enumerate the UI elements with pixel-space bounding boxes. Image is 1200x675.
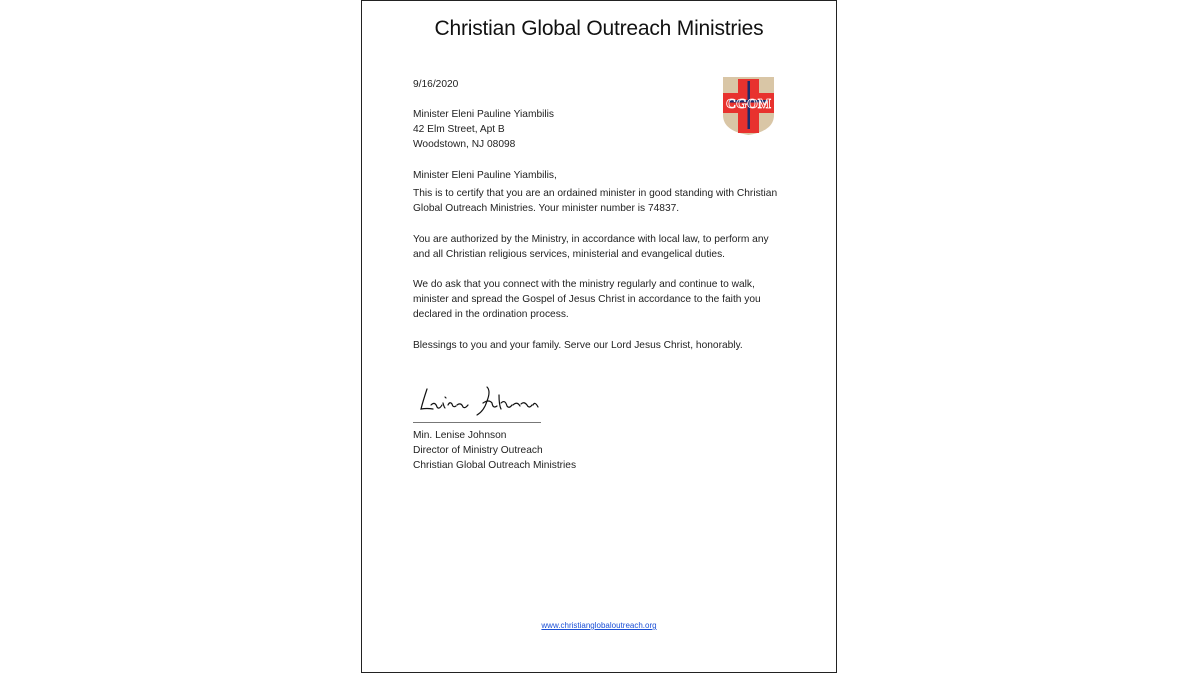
paragraph-certification xyxy=(413,186,808,216)
paragraph-line: Blessings to you and your family. Serve our Lord Jesus Christ, honorably. xyxy=(413,340,743,351)
handwritten-signature xyxy=(417,381,547,421)
recipient-city: Woodstown, NJ 08098 xyxy=(413,139,516,151)
letter-page xyxy=(361,0,837,673)
paragraph-request xyxy=(413,277,808,323)
recipient-address xyxy=(413,107,808,153)
signer-organization: Christian Global Outreach Ministries xyxy=(413,460,577,472)
paragraph-line: and all Christian religious services, ministerial and evangelical duties. xyxy=(413,249,726,261)
paragraph-line: You are authorized by the Ministry, in accordance with local law, to perform any xyxy=(413,234,769,245)
website-link[interactable]: www.christianglobaloutreach.org xyxy=(541,621,657,630)
paragraph-line: minister and spread the Gospel of Jesus Christ in accordance to the faith you xyxy=(413,294,761,306)
organization-title: Christian Global Outreach Ministries xyxy=(434,17,764,40)
paragraph-authorization xyxy=(413,232,808,262)
salutation: Minister Eleni Pauline Yiambilis, xyxy=(413,170,557,181)
signer-name: Min. Lenise Johnson xyxy=(413,430,507,441)
recipient-name: Minister Eleni Pauline Yiambilis xyxy=(413,109,554,120)
signature-line xyxy=(413,422,541,423)
signer-title: Director of Ministry Outreach xyxy=(413,445,543,457)
paragraph-line: We do ask that you connect with the ministry regularly and continue to walk, xyxy=(413,279,755,290)
letter-date: 9/16/2020 xyxy=(413,79,459,90)
paragraph-line: Global Outreach Ministries. Your minister number is 74837. xyxy=(413,203,680,215)
paragraph-blessing xyxy=(413,338,808,353)
paragraph-line: This is to certify that you are an ordained minister in good standing with Christian xyxy=(413,188,778,199)
paragraph-line: declared in the ordination process. xyxy=(413,309,569,321)
logo-lettering: CGOM xyxy=(725,97,772,112)
signer-block xyxy=(413,428,808,474)
recipient-street: 42 Elm Street, Apt B xyxy=(413,124,505,136)
